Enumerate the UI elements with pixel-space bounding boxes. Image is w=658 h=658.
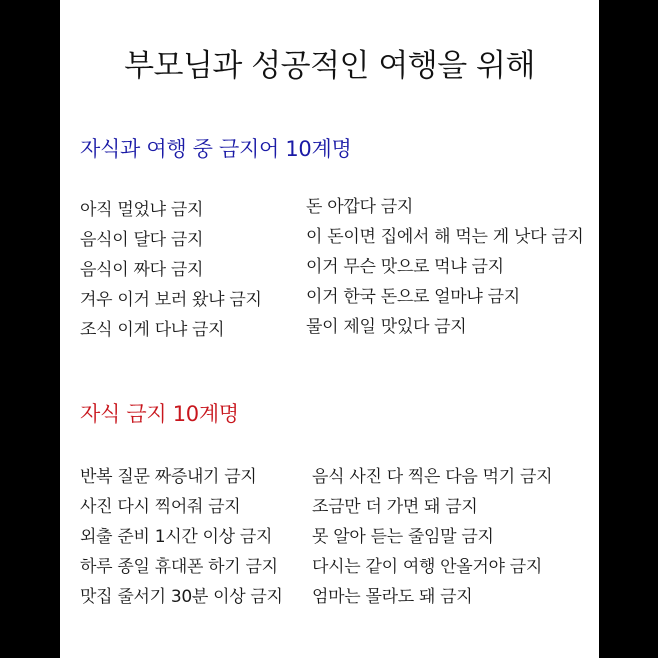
list-item: 엄마는 몰라도 돼 금지: [312, 587, 473, 607]
list-item: 조금만 더 가면 돼 금지: [312, 497, 478, 517]
list-item: 돈 아깝다 금지: [306, 197, 413, 217]
list-item: 이 돈이면 집에서 해 먹는 게 낫다 금지: [306, 227, 584, 247]
content-card: [60, 0, 599, 658]
list-item: 다시는 같이 여행 안올거야 금지: [312, 557, 543, 577]
list-item: 맛집 줄서기 30분 이상 금지: [80, 587, 283, 607]
list-item: 아직 멀었냐 금지: [80, 200, 204, 220]
list-item: 음식이 짜다 금지: [80, 260, 204, 280]
list-item: 음식이 달다 금지: [80, 230, 204, 250]
child-rules-left-list: [80, 462, 283, 612]
list-item: 못 알아 듣는 줄임말 금지: [312, 527, 494, 547]
list-item: 외출 준비 1시간 이상 금지: [80, 527, 273, 547]
list-item: 조식 이게 다냐 금지: [80, 320, 225, 340]
list-item: 반복 질문 짜증내기 금지: [80, 467, 257, 487]
list-item: 이거 한국 돈으로 얼마냐 금지: [306, 287, 520, 307]
travel-rules-right-list: [306, 192, 584, 342]
list-item: 이거 무슨 맛으로 먹냐 금지: [306, 257, 504, 277]
section-heading-travel-banned-words: 자식과 여행 중 금지어 10계명: [80, 137, 352, 161]
section-heading-child-rules: 자식 금지 10계명: [80, 402, 239, 426]
list-item: 음식 사진 다 찍은 다음 먹기 금지: [312, 467, 553, 487]
list-item: 사진 다시 찍어줘 금지: [80, 497, 241, 517]
list-item: 하루 종일 휴대폰 하기 금지: [80, 557, 278, 577]
travel-rules-left-list: [80, 195, 262, 345]
list-item: 물이 제일 맛있다 금지: [306, 317, 467, 337]
page-title: 부모님과 성공적인 여행을 위해: [124, 48, 535, 84]
child-rules-right-list: [312, 462, 552, 612]
list-item: 겨우 이거 보러 왔냐 금지: [80, 290, 262, 310]
